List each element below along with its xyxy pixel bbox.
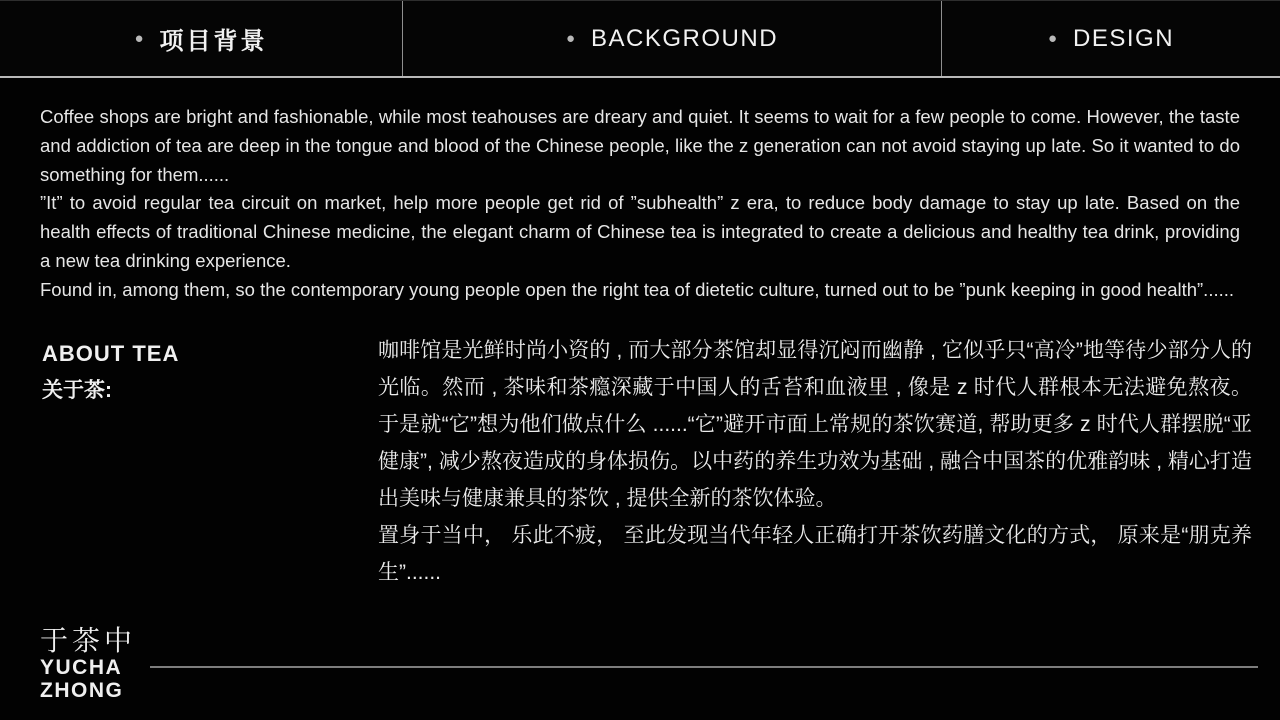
tab-design[interactable] (942, 1, 1280, 76)
about-tea-section (40, 332, 1252, 591)
about-paragraph-1: 咖啡馆是光鲜时尚小资的 , 而大部分茶馆却显得沉闷而幽静 , 它似乎只“高冷”地等待少部分人的光临。然而 , 茶味和茶瘾深藏于中国人的舌苔和血液里 , 像是 z 时代人群根本无法避免熬夜。于是就“它”想为他们做点什么 ......“它”避开市面上常规的茶饮赛道, 帮助更多 z 时代人群摆脱“亚健康”, 减少熬夜造成的身体损伤。以中药的养生功效为基础 , 融合中国茶的优雅韵味 , 精心打造出美味与健康兼具的茶饮 , 提供全新的茶饮体验。 (378, 338, 1252, 510)
intro-paragraph-3: Found in, among them, so the contemporary young people open the right tea of dietetic culture, turned out to be ”punk keeping in good health”...... (40, 278, 1235, 300)
tab-project-background[interactable] (0, 1, 403, 76)
intro-paragraph-1: Coffee shops are bright and fashionable, while most teahouses are dreary and quiet. It seems to wait for a few people to come. However, the taste and addiction of tea are deep in the tongue and blood of the Chinese people, like the z generation can not avoid staying up late. So it wanted to do something for them...... (40, 106, 1240, 185)
logo-chinese-characters: 于茶中 (40, 625, 137, 656)
bullet-icon: ● (565, 30, 576, 47)
tab-background-label: BACKGROUND (591, 24, 779, 52)
bullet-icon: ● (134, 30, 144, 47)
footer-divider-line (150, 666, 1258, 668)
header-nav (0, 0, 1280, 78)
tab-project-background-label: 项目背景 (159, 28, 268, 55)
about-tea-title-zh: 关于茶: (42, 378, 112, 402)
intro-paragraph-2: ”It” to avoid regular tea circuit on market, help more people get rid of ”subhealth” z era, to reduce body damage to stay up late. Based on the health effects of traditional Chinese medicine, the elegant charm of Chinese tea is integrated to create a delicious and healthy tea drink, providing a new tea drinking experience. (40, 192, 1240, 271)
footer (40, 626, 1258, 710)
tab-design-label: DESIGN (1073, 24, 1175, 52)
logo-latin-line-2: ZHONG (40, 679, 124, 702)
about-tea-heading (40, 332, 378, 591)
about-tea-chinese-text (378, 332, 1252, 591)
bullet-icon: ● (1047, 30, 1058, 47)
about-paragraph-2: 置身于当中， 乐此不疲， 至此发现当代年轻人正确打开茶饮药膳文化的方式， 原来是“朋克养生”...... (378, 523, 1252, 584)
intro-english-text (40, 103, 1240, 305)
tab-background[interactable] (403, 1, 942, 76)
logo-latin-line-1: YUCHA (40, 656, 123, 679)
yuchazhong-logo (40, 626, 136, 702)
about-tea-title-en: ABOUT TEA (42, 340, 180, 366)
